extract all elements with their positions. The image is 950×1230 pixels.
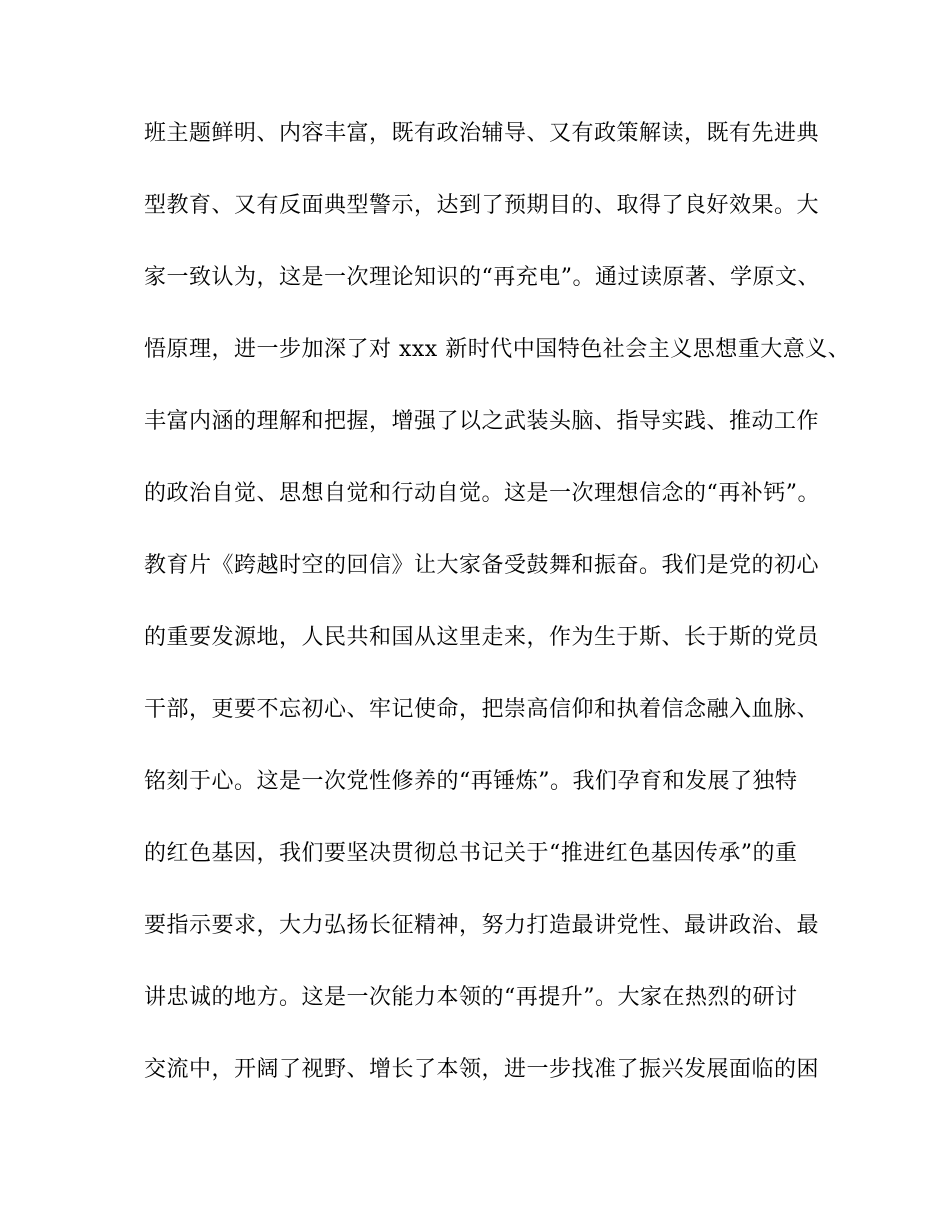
text-line: 家一致认为，这是一次理论知识的“再充电”。通过读原著、学原文、 (144, 265, 820, 290)
text-line: 的红色基因，我们要坚决贯彻总书记关于“推进红色基因传承”的重 (144, 841, 798, 866)
text-line: 干部，更要不忘初心、牢记使命，把崇高信仰和执着信念融入血脉、 (144, 697, 820, 722)
text-line: 要指示要求，大力弘扬长征精神，努力打造最讲党性、最讲政治、最 (144, 913, 820, 938)
text-line: 班主题鲜明、内容丰富，既有政治辅导、又有政策解读，既有先进典 (144, 121, 820, 146)
text-line: 铭刻于心。这是一次党性修养的“再锤炼”。我们孕育和发展了独特 (144, 769, 798, 794)
text-line: 交流中，开阔了视野、增长了本领，进一步找准了振兴发展面临的困 (144, 1057, 820, 1082)
text-line: 型教育、又有反面典型警示，达到了预期目的、取得了良好效果。大 (144, 193, 820, 218)
text-line: 悟原理，进一步加深了对 xxx 新时代中国特色社会主义思想重大意义、 (144, 337, 851, 362)
text-line: 的重要发源地，人民共和国从这里走来，作为生于斯、长于斯的党员 (144, 625, 820, 650)
text-line: 讲忠诚的地方。这是一次能力本领的“再提升”。大家在热烈的研讨 (144, 985, 798, 1010)
body-paragraph (144, 121, 851, 1130)
text-line: 的政治自觉、思想自觉和行动自觉。这是一次理想信念的“再补钙”。 (144, 481, 820, 506)
text-line: 教育片《跨越时空的回信》让大家备受鼓舞和振奋。我们是党的初心 (144, 553, 820, 578)
text-line: 丰富内涵的理解和把握，增强了以之武装头脑、指导实践、推动工作 (144, 409, 820, 434)
